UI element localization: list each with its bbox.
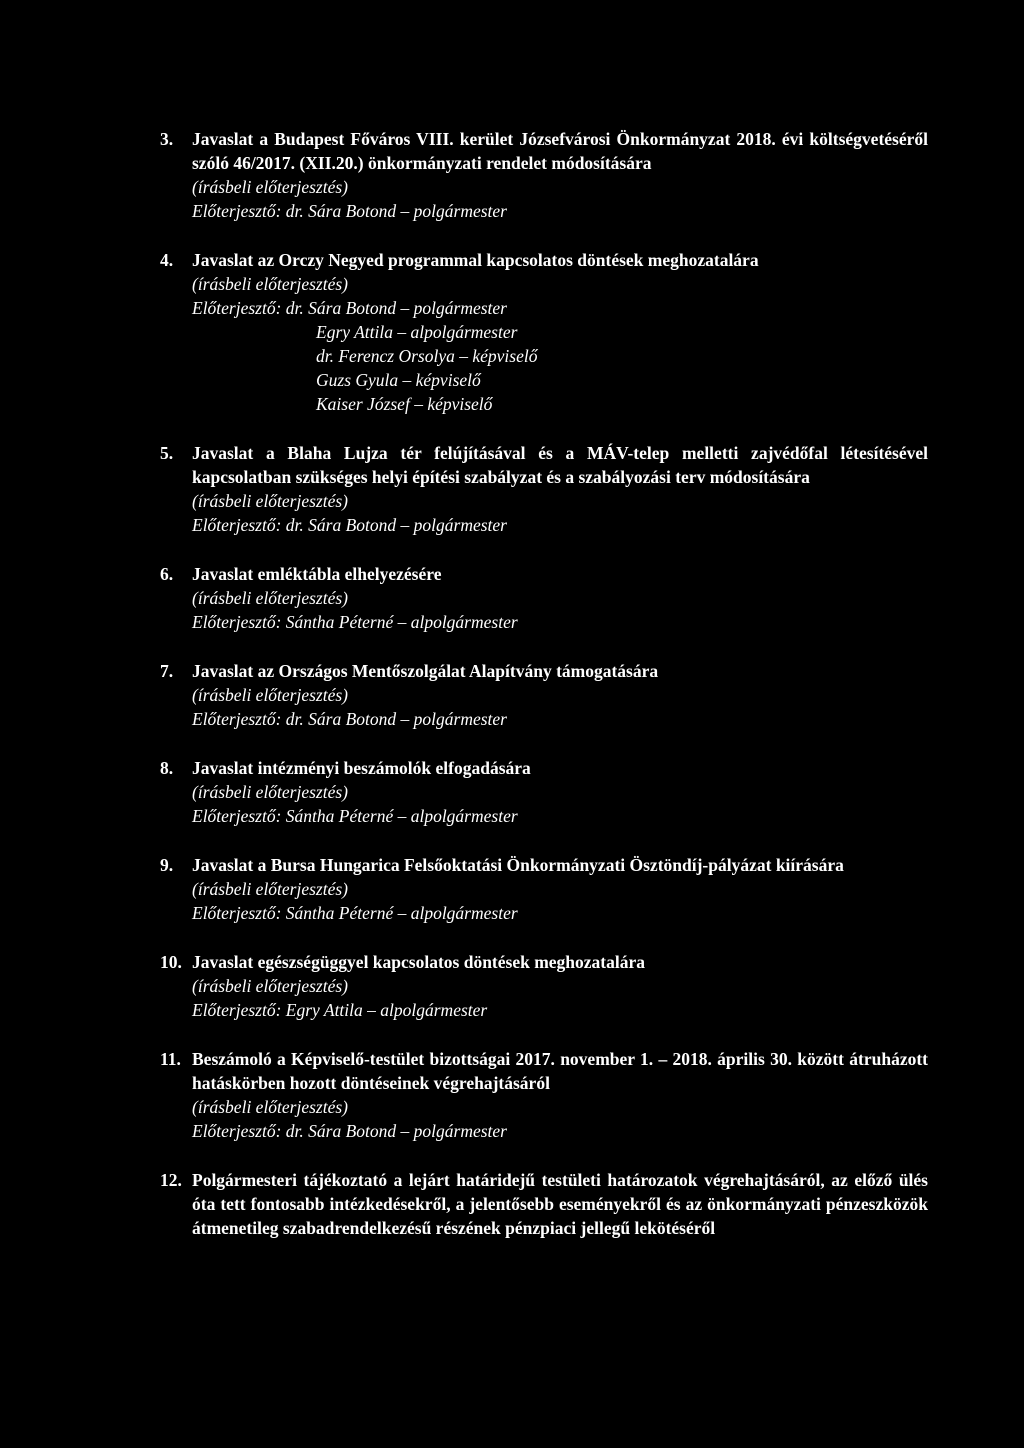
item-presenter: Előterjesztő: dr. Sára Botond – polgármester (192, 709, 507, 729)
item-presenter: Előterjesztő: dr. Sára Botond – polgármester (192, 1121, 507, 1141)
item-number: 5. (160, 443, 174, 463)
agenda-item-5 (160, 441, 928, 537)
item-presenter: Előterjesztő: Sántha Péterné – alpolgármester (192, 612, 518, 632)
item-title: Beszámoló a Képviselő-testület bizottságai 2017. november 1. – 2018. április 30. között átruházott hatáskörben hozott döntéseinek végrehajtásáról (192, 1049, 928, 1093)
item-title: Javaslat a Blaha Lujza tér felújításával és a MÁV-telep melletti zajvédőfal létesítésével kapcsolatban szükséges helyi építési szabályzat és a szabályozási terv módosítására (192, 443, 928, 487)
item-number: 10. (160, 952, 182, 972)
agenda-item-9 (160, 853, 928, 925)
item-title: Javaslat intézményi beszámolók elfogadására (192, 758, 531, 778)
agenda-item-3 (160, 127, 928, 223)
item-number: 8. (160, 758, 174, 778)
item-presenter: Előterjesztő: Egry Attila – alpolgármester (192, 1000, 488, 1020)
item-number: 3. (160, 129, 174, 149)
item-presenter: Előterjesztő: Sántha Péterné – alpolgármester (192, 903, 518, 923)
item-number: 6. (160, 564, 174, 584)
agenda-item-11 (160, 1047, 928, 1143)
agenda-item-7 (160, 659, 928, 731)
item-note: (írásbeli előterjesztés) (192, 879, 349, 899)
item-title: Javaslat a Budapest Főváros VIII. kerület Józsefvárosi Önkormányzat 2018. évi költségvetéséről szóló 46/2017. (XII.20.) önkormányzati rendelet módosítására (192, 129, 928, 173)
item-title: Javaslat az Országos Mentőszolgálat Alapítvány támogatására (192, 661, 659, 681)
item-number: 4. (160, 250, 174, 270)
item-title: Polgármesteri tájékoztató a lejárt határidejű testületi határozatok végrehajtásáról, az előző ülés óta tett fontosabb intézkedésekről, a jelentősebb eseményekről és az önkormányzati pénzeszközök átmenetileg szabadrendelkezésű részének pénzpiaci jellegű lekötéséről (192, 1170, 928, 1238)
item-note: (írásbeli előterjesztés) (192, 1097, 349, 1117)
agenda-item-4 (160, 248, 928, 416)
agenda-item-12 (160, 1168, 928, 1240)
agenda-item-8 (160, 756, 928, 828)
item-number: 11. (160, 1049, 181, 1069)
item-number: 7. (160, 661, 174, 681)
agenda-item-6 (160, 562, 928, 634)
item-note: (írásbeli előterjesztés) (192, 976, 349, 996)
item-title: Javaslat az Orczy Negyed programmal kapcsolatos döntések meghozatalára (192, 250, 759, 270)
item-co-presenter: dr. Ferencz Orsolya – képviselő (316, 346, 538, 366)
item-note: (írásbeli előterjesztés) (192, 588, 349, 608)
item-co-presenter: Guzs Gyula – képviselő (316, 370, 481, 390)
item-presenter: Előterjesztő: Sántha Péterné – alpolgármester (192, 806, 518, 826)
item-presenter: Előterjesztő: dr. Sára Botond – polgármester (192, 201, 507, 221)
agenda-list (160, 127, 928, 1265)
agenda-item-10 (160, 950, 928, 1022)
item-note: (írásbeli előterjesztés) (192, 274, 349, 294)
item-presenter: Előterjesztő: dr. Sára Botond – polgármester (192, 298, 507, 318)
item-title: Javaslat egészségüggyel kapcsolatos döntések meghozatalára (192, 952, 646, 972)
item-note: (írásbeli előterjesztés) (192, 685, 349, 705)
item-co-presenter: Kaiser József – képviselő (316, 394, 493, 414)
item-note: (írásbeli előterjesztés) (192, 177, 349, 197)
item-title: Javaslat a Bursa Hungarica Felsőoktatási Önkormányzati Ösztöndíj-pályázat kiírására (192, 855, 844, 875)
item-note: (írásbeli előterjesztés) (192, 782, 349, 802)
item-presenter: Előterjesztő: dr. Sára Botond – polgármester (192, 515, 507, 535)
item-number: 9. (160, 855, 174, 875)
item-co-presenter: Egry Attila – alpolgármester (316, 322, 518, 342)
item-number: 12. (160, 1170, 182, 1190)
item-title: Javaslat emléktábla elhelyezésére (192, 564, 442, 584)
item-note: (írásbeli előterjesztés) (192, 491, 349, 511)
